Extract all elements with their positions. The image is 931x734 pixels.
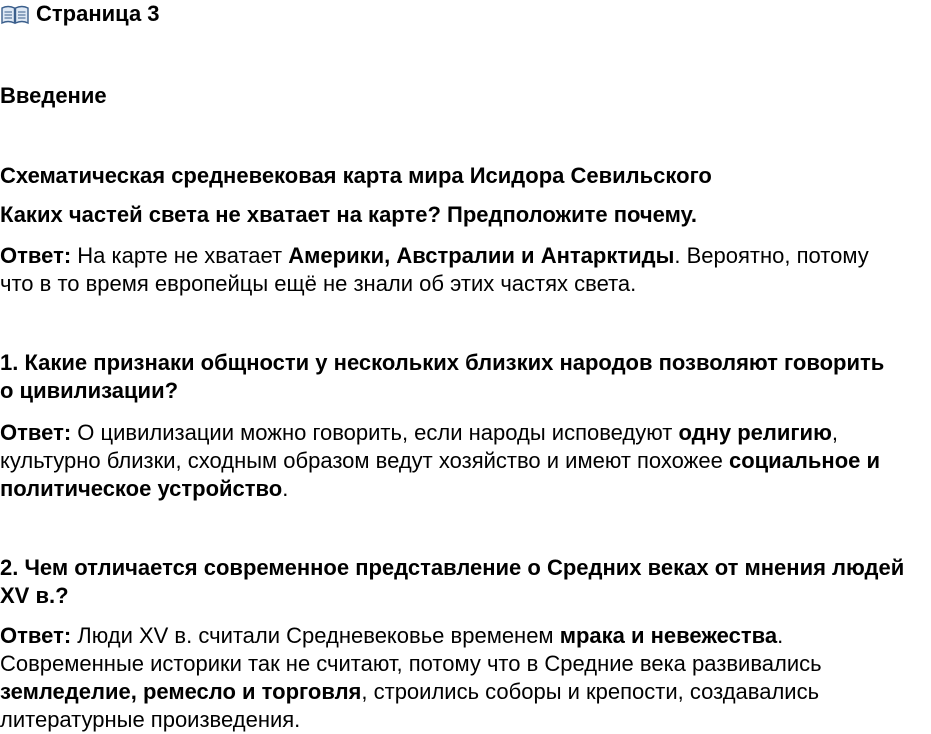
map-question: Каких частей света не хватает на карте? Предположите почему.: [0, 202, 698, 227]
map-caption: Схематическая средневековая карта мира Исидора Севильского: [0, 163, 712, 188]
answer-text: .: [282, 476, 289, 501]
answer-bold-text: социальное и политическое устройство: [0, 448, 881, 501]
page-header: [0, 0, 931, 28]
answer-label: Ответ:: [0, 243, 72, 268]
answer-bold-text: Америки, Австралии и Антарктиды: [288, 243, 675, 268]
book-icon: [0, 4, 30, 26]
section-title: Введение: [0, 83, 107, 108]
question-1: 1. Какие признаки общности у нескольких близких народов позволяют говорить о цивилизации?: [0, 350, 885, 403]
answer-text: . Современные историки так не считают, потому что в Средние века развивались: [0, 623, 822, 676]
answer-label: Ответ:: [0, 623, 72, 648]
answer-text: Люди XV в. считали Средневековье временем: [71, 623, 560, 648]
answer-bold-text: одну религию: [678, 420, 832, 445]
question-2: 2. Чем отличается современное представление о Средних веках от мнения людей XV в.?: [0, 555, 905, 608]
answer-text: , культурно близки, сходным образом ведут хозяйство и имеют похожее: [0, 420, 838, 473]
answer-text: О цивилизации можно говорить, если народы исповедуют: [71, 420, 679, 445]
answer-2: [0, 622, 931, 734]
answer-label: Ответ:: [0, 420, 72, 445]
page-title: Страница 3: [36, 1, 160, 26]
answer-bold-text: земледелие, ремесло и торговля: [0, 679, 362, 704]
map-answer: [0, 242, 900, 298]
answer-text: На карте не хватает: [71, 243, 289, 268]
answer-1: [0, 419, 931, 503]
answer-text: , строились соборы и крепости, создавались литературные произведения.: [0, 679, 820, 732]
answer-bold-text: мрака и невежества: [559, 623, 778, 648]
answer-text: . Вероятно, потому что в то время европейцы ещё не знали об этих частях света.: [0, 243, 869, 296]
